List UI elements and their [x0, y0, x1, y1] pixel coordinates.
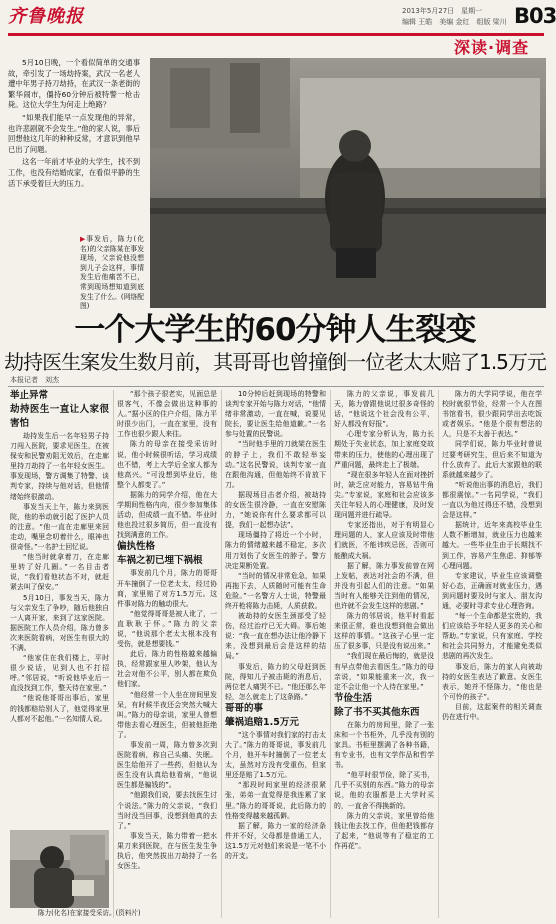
lead-photo-caption — [80, 235, 144, 312]
body-paragraph: “他当时就拿着刀，在走廊里转了好几圈。”一名目击者说，“我们看他状态不对，就赶紧去叫了保安。” — [10, 553, 109, 592]
intro-lede — [8, 58, 140, 191]
article-column-3 — [225, 389, 326, 919]
body-paragraph: 据了解，陈力事发前曾在网上发帖，表达对社会的不满，但并没有引起人们的注意。“如果当时有人能够关注到他的情况，也许就不会发生这样的悲剧。” — [334, 561, 434, 610]
lead-photo — [150, 58, 546, 308]
section-subhead: 举止异常 — [10, 390, 49, 401]
body-paragraph: 据陈力的同学介绍，他在大学期间性格内向，很少参加集体活动，但成绩一直不错。毕业时他也投过很多简历，但一直没有找到满意的工作。 — [117, 490, 217, 540]
section-subhead-secondary: 劫持医生一直让人家很害怕 — [10, 404, 109, 429]
portrait-photo-caption: 陈力(化名)在家接受采访。(资料片) — [38, 909, 141, 917]
section-subhead-secondary: 除了书不买其他东西 — [334, 706, 420, 718]
body-paragraph: 事发前几个月，陈力的哥哥开车撞倒了一位老太太，经过协商，家里赔了对方1.5万元。这件事对陈力的触动很大。 — [117, 569, 217, 608]
issue-date: 2013年5月27日 星期一 — [402, 7, 483, 15]
caption-marker-icon: ▶ — [80, 235, 87, 243]
body-paragraph: 据现场目击者介绍，被劫持的女医生很冷静，一直在安慰陈力，“她说你有什么要求都可以提，我们一起想办法”。 — [225, 490, 326, 530]
body-paragraph: “每一个生命都是宝贵的，我们应该给予年轻人更多的关心和帮助。”专家说，只有家庭、学校和社会共同努力，才能避免类似悲剧的再次发生。 — [442, 612, 542, 661]
column-divider — [221, 390, 222, 918]
body-paragraph: “现在很多年轻人在面对挫折时，缺乏应对能力，容易钻牛角尖。”专家说，家庭和社会应该多关注年轻人的心理健康，及时发现问题并进行疏导。 — [334, 470, 434, 520]
body-paragraph: “那个孩子很老实，见面总是很客气，不像会做出这种事的人。”据小区的住户介绍，陈力平时很少出门，一直在家里，没有工作也很少跟人来往。 — [117, 390, 217, 439]
intro-paragraph: 5月10日晚，一个看似简单的交通事故，牵引发了一场劫持案，武汉一名老人遭中年男子持刀劫持，在武汉一条老街的繁华闹市，僵持60分钟后被特警一枪击毙。这位大学生为何走上绝路？ — [8, 58, 140, 110]
body-paragraph: 事发前一周，陈力曾多次到医院看病，称自己头痛、失眠。医生给他开了一些药，但他认为医生没有认真给他看病，“他说医生都是骗钱的”。 — [117, 741, 217, 790]
body-paragraph: 陈力的大学同学说，他在学校时就很节俭，经常一个人在图书馆看书，很少跟同学出去吃饭或者娱乐。“他是个很有想法的人，只是不太善于表达。” — [442, 390, 542, 439]
body-paragraph: “听说他出事的消息后，我们都很震惊。”一名同学说，“我们一直以为他过得还不错，没想到会是这样。” — [442, 480, 542, 520]
section-subhead: 哥哥的事 — [225, 702, 264, 714]
article-column-1 — [10, 389, 109, 827]
headline-rule — [8, 386, 544, 387]
body-paragraph: 据了解，陈力一家的经济条件并不好，父母都是普通工人，这1.5万元对他们来说是一笔不小的开支。 — [225, 821, 326, 861]
body-paragraph: “他说他哥哥出事后，家里的钱都赔给别人了，他觉得家里人都对不起他。”一名知情人说。 — [10, 694, 109, 723]
body-paragraph: “他经常一个人坐在房间里发呆，有时候半夜还会突然大喊大叫。”陈力的母亲说，家里人曾想带他去看心理医生，但被他拒绝了。 — [117, 690, 217, 739]
body-paragraph: “当时他手里的刀就架在医生的脖子上，我们不敢轻举妄动。”这名民警说，谈判专家一直在跟他沟通，但他始终不肯放下刀。 — [225, 440, 326, 489]
page-number: B03 — [514, 4, 556, 28]
body-paragraph: “他跟我们说，要去找医生讨个说法。”陈力的父亲说，“我们当时没当回事，没想到他真的去了。” — [117, 791, 217, 830]
body-paragraph: 现场僵持了将近一个小时，陈力的情绪越来越不稳定，多次用刀划伤了女医生的脖子。警方决定果断处置。 — [225, 531, 326, 570]
body-paragraph: “我们现在最后悔的，就是没有早点带他去看医生。”陈力的母亲说，“如果能重来一次，我一定不会让他一个人待在家里。” — [334, 652, 434, 691]
body-paragraph: 陈力的邻居说，他平时看起来很正常，谁也没想到他会做出这样的事情。“这孩子心里一定压了很多事，只是没有说出来。” — [334, 612, 434, 651]
section-subhead: 偏执性格 — [117, 541, 156, 553]
caption-text: 事发后，陈力(化名)的父亲陈某在事发现场，父亲说他没想到儿子会这样，事情发生后他痛苦不已，常到现场想知道到底发生了什么。(网络配图) — [80, 235, 144, 311]
body-paragraph: 被劫持的女医生颈部受了轻伤，经过治疗已无大碍。事后她说：“我一直在想办法让他冷静下来，没想到最后会是这样的结局。” — [225, 612, 326, 661]
editor-credits: 编辑 王皓 美编 金红 组版 梁川 — [402, 18, 507, 26]
portrait-photo — [10, 830, 109, 908]
article-column-5 — [442, 389, 542, 919]
body-paragraph: “他觉得哥哥是被人讹了，一直耿耿于怀。”陈力的父亲说，“他说那个老太太根本没有受伤，就是想要钱。” — [117, 609, 217, 649]
body-paragraph: 陈力的父亲说，事发前几天，陈力曾跟他说过很多奇怪的话，“他说这个社会没有公平，好人都没有好报”。 — [334, 390, 434, 429]
body-paragraph: 陈力的父亲说，家里曾给他钱让他去找工作，但他把钱都存了起来，“他说等有了稳定的工作再花”。 — [334, 811, 434, 850]
intro-paragraph: 这名一年前才毕业的大学生，找不到工作，也没有结婚成家，在看似平静的生活下承受着巨大的压力。 — [8, 157, 140, 188]
intro-paragraph: “如果我们能早一点发现他的异常，也许悲剧就不会发生。”他的家人说，事后回想他这几年的种种反常，才意识到他早已出了问题。 — [8, 112, 140, 154]
byline: 本报记者 刘杰 — [10, 376, 59, 384]
body-paragraph: 事发后，陈力的父母赶到医院，得知儿子被击毙的消息后，两位老人痛哭不已。“他还那么年轻，怎么就走上了这条路。” — [225, 662, 326, 701]
column-divider — [438, 390, 439, 918]
column-divider — [330, 390, 331, 918]
section-title: 深读·调查 — [454, 38, 530, 57]
body-paragraph: 专家建议，毕业生应该调整好心态，正确面对就业压力，遇到问题时要及时与家人、朋友沟通，必要时寻求专业心理咨询。 — [442, 571, 542, 610]
section-subhead-secondary: 车祸之初已埋下祸根 — [117, 555, 203, 567]
body-paragraph: “他平时很节俭，除了买书，几乎不买别的东西。”陈力的母亲说，他的衣服都是上大学时买的，一直舍不得换新的。 — [334, 771, 434, 810]
body-paragraph: 此后，陈力的性格越来越偏执，经常跟家里人吵架，他认为社会对他不公平，别人都在欺负他们家。 — [117, 650, 217, 689]
body-paragraph: 心理专家分析认为，陈力长期处于失业状态，加上家庭变故带来的压力，使他的心理出现了严重问题，最终走上了极端。 — [334, 430, 434, 469]
body-paragraph: 10分钟后赶到现场的特警和谈判专家开始与陈力对话，“他情绪非常激动，一直在喊，说要见院长，要让医生给他道歉。”一名参与处置的民警说。 — [225, 390, 326, 439]
body-paragraph: “这个事情对我们家的打击太大了。”陈力的哥哥说，事发前几个月，他开车时撞倒了一位老太太，虽然对方没有受重伤，但家里还是赔了1.5万元。 — [225, 730, 326, 780]
body-paragraph: 5月10日，事发当天，陈力与父亲发生了争吵，随后他独自一人离开家，来到了这家医院。据医院工作人员介绍，陈力曾多次来医院看病，对医生有很大的不满。 — [10, 593, 109, 652]
body-paragraph: “当时的情况非常危急，如果再拖下去，人质随时可能有生命危险。”一名警方人士说，特警最终开枪将陈力击毙，人质获救。 — [225, 571, 326, 610]
body-paragraph: 据统计，近年来高校毕业生人数不断增加，就业压力也越来越大。一些毕业生由于长期找不到工作，容易产生焦虑、抑郁等心理问题。 — [442, 521, 542, 570]
body-paragraph: “那段时间家里的经济很紧张，弟弟一直觉得是我连累了家里。”陈力的哥哥说，此后陈力的性格变得越来越孤僻。 — [225, 781, 326, 820]
headline: 一个大学生的60分钟人生裂变 — [74, 312, 476, 348]
body-paragraph: 事发当天上午，陈力来到医院，他的举动就引起了医护人员的注意。“他一直在走廊里来回走动，嘴里念叨着什么，眼神也很奇怪。”一名护士回忆说。 — [10, 502, 109, 552]
newspaper-logo: 齐鲁晚报 — [8, 6, 84, 27]
body-paragraph: 陈力的母亲在接受采访时说，他小时候很听话，学习成绩也不错，考上大学后全家人都为他高兴。“可没想到毕业后，他整个人都变了。” — [117, 440, 217, 489]
body-paragraph: 目前，这起案件的相关调查仍在进行中。 — [442, 702, 542, 721]
body-paragraph: “他家住在我们楼上，平时很少说话，见到人也不打招呼。”邻居说，“听说他毕业后一直没找到工作，整天待在家里。” — [10, 654, 109, 693]
column-divider — [113, 390, 114, 918]
body-paragraph: 事发后，陈力的家人向被劫持的女医生表达了歉意。女医生表示，她并不怪陈力，“他也是个可怜的孩子”。 — [442, 662, 542, 701]
body-paragraph: 在陈力的房间里，除了一张床和一个书柜外，几乎没有别的家具。书柜里摆满了各种书籍，有专业书，也有文学作品和哲学书。 — [334, 720, 434, 770]
body-paragraph: 同学们说，陈力毕业时曾说过要考研究生，但后来不知道为什么放弃了。此后大家跟他的联系就越来越少了。 — [442, 440, 542, 479]
article-column-2 — [117, 389, 217, 919]
body-paragraph: 专家还指出，对于有明显心理问题的人，家人应该及时带他们就医，不能讳疾忌医，否则可能酿成大祸。 — [334, 521, 434, 560]
section-subhead: 节俭生活 — [334, 692, 373, 704]
subheadline: 劫持医生案发生数月前，其哥哥也曾撞倒一位老太太赔了1.5万元 — [4, 350, 546, 374]
body-paragraph: 劫持发生后一名年轻男子持刀闯入医院，要求见医生，在被保安和民警劝阻无效后，在走廊里持刀劫持了一名年轻女医生。事发现场，警方调集了特警、谈判专家，持续与他对话，但他情绪始终很激动。 — [10, 432, 109, 501]
article-column-4 — [334, 389, 434, 919]
body-paragraph: 事发当天，陈力带着一把水果刀来到医院，在与医生发生争执后，他突然拔出刀劫持了一名女医生。 — [117, 831, 217, 871]
header-rule — [8, 33, 544, 36]
section-subhead-secondary: 肇祸追赔1.5万元 — [225, 716, 299, 728]
